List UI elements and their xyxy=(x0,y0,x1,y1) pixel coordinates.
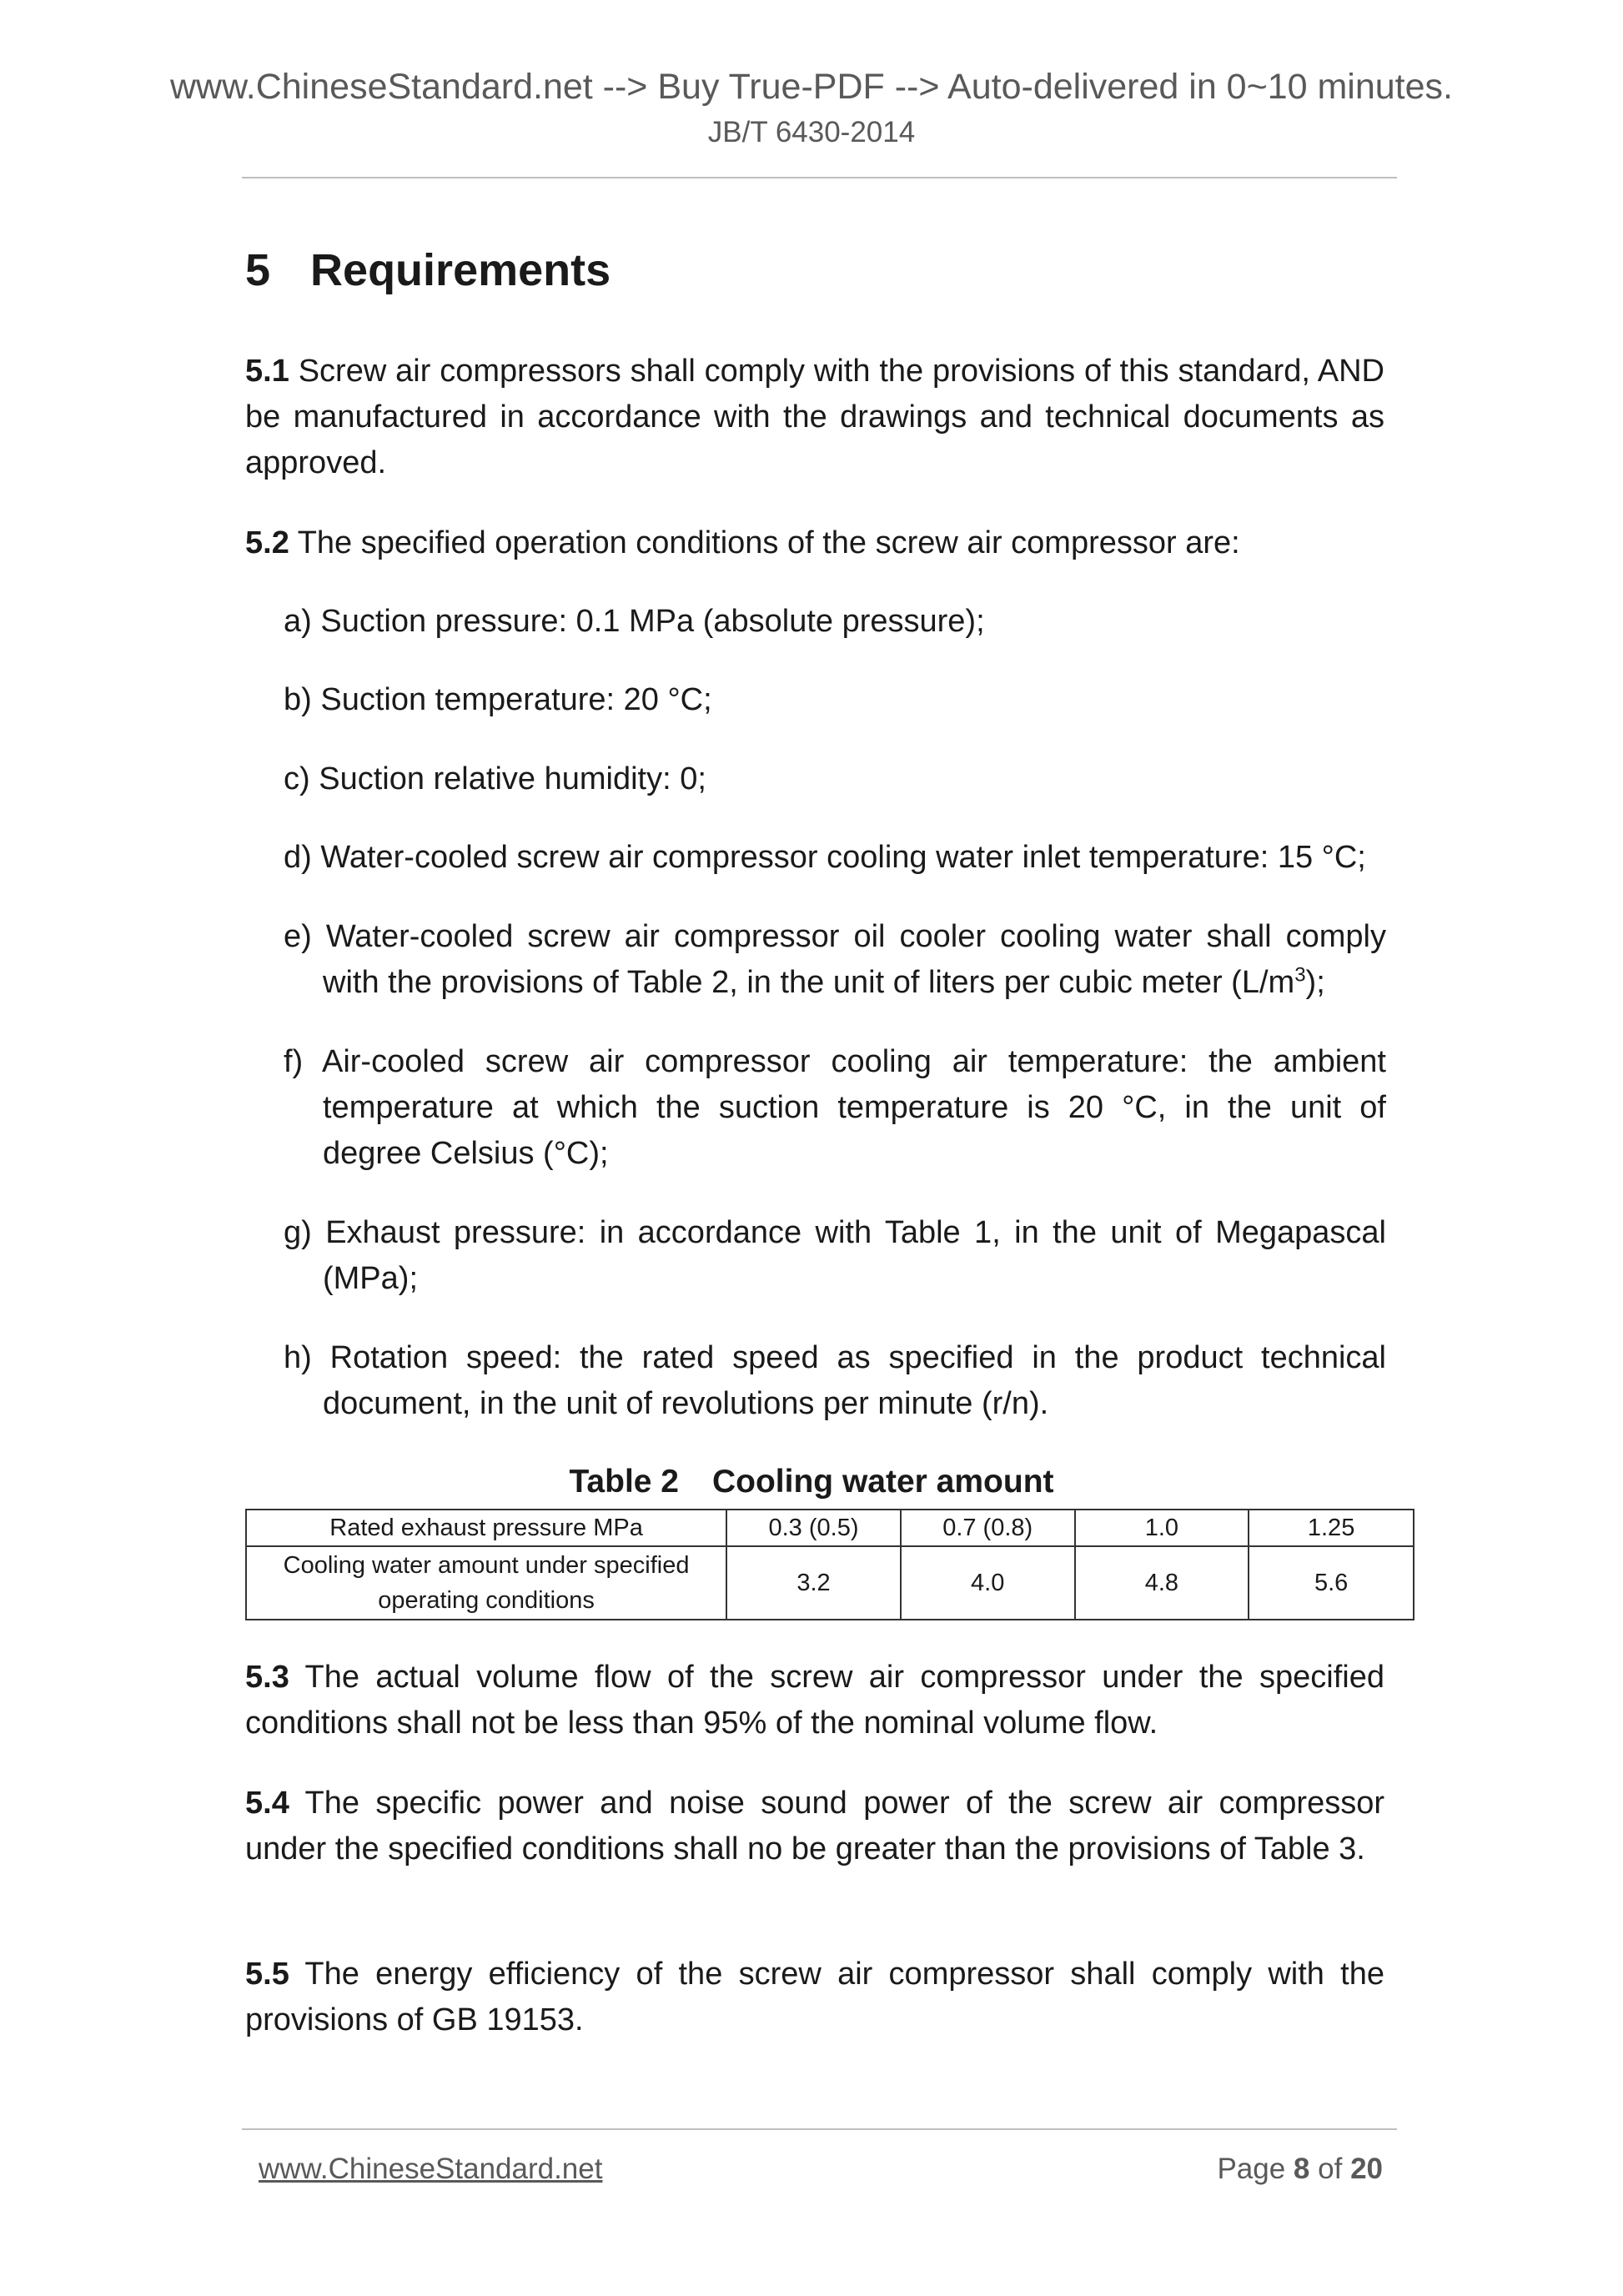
cooling-water-table xyxy=(245,1509,1414,1620)
condition-d xyxy=(284,835,1386,881)
footer-divider xyxy=(242,2128,1397,2130)
row-header-line: Cooling water amount under specified xyxy=(283,1552,690,1579)
list-text: Water-cooled screw air compressor oil cooler cooling water shall comply xyxy=(325,919,1386,954)
condition-c xyxy=(284,756,1386,802)
list-text: with the provisions of Table 2, in the unit of liters per cubic meter (L/m xyxy=(323,965,1295,1000)
section-title: Requirements xyxy=(310,245,611,295)
clause-number: 5.4 xyxy=(245,1786,289,1821)
table-label: Table 2 xyxy=(569,1464,679,1500)
list-marker: e) xyxy=(284,919,312,954)
list-text: Exhaust pressure: in accordance with Table 1, in the unit of Megapascal xyxy=(325,1215,1386,1250)
clause-5-1 xyxy=(245,349,1384,486)
table-cell: 4.8 xyxy=(1075,1546,1249,1620)
list-marker: b) xyxy=(284,682,312,717)
list-text: (MPa); xyxy=(323,1261,418,1296)
clause-5-4 xyxy=(245,1781,1384,1872)
condition-h xyxy=(284,1335,1386,1427)
clause-number: 5.3 xyxy=(245,1660,289,1695)
clause-5-2 xyxy=(245,520,1384,566)
page-of: of xyxy=(1318,2153,1343,2185)
footer-website-link[interactable]: www.ChineseStandard.net xyxy=(259,2153,603,2185)
list-text: degree Celsius (°C); xyxy=(323,1136,609,1171)
list-text: Suction temperature: 20 °C; xyxy=(320,682,712,717)
condition-a xyxy=(284,599,1386,645)
clause-text: The actual volume flow of the screw air compressor under the specified conditions shall not be less than 95% of the nominal volume flow. xyxy=(245,1660,1384,1741)
table-cell: 1.25 xyxy=(1249,1510,1414,1546)
condition-f xyxy=(284,1039,1386,1177)
list-text: Rotation speed: the rated speed as specified in the product technical xyxy=(329,1340,1386,1375)
clause-5-3 xyxy=(245,1655,1384,1746)
row-header xyxy=(246,1546,726,1620)
table-cell: 3.2 xyxy=(726,1546,901,1620)
list-text: ); xyxy=(1305,965,1325,1000)
clause-text: The specific power and noise sound power of the screw air compressor under the specified conditions shall no be greater than the provisions of Table 3. xyxy=(245,1786,1384,1866)
table-cell: 5.6 xyxy=(1249,1546,1414,1620)
table-cell: 0.7 (0.8) xyxy=(901,1510,1075,1546)
clause-number: 5.2 xyxy=(245,525,289,560)
condition-g xyxy=(284,1210,1386,1302)
table-caption xyxy=(0,1461,1623,1503)
clause-number: 5.1 xyxy=(245,354,289,389)
list-marker: h) xyxy=(284,1340,312,1375)
list-marker: g) xyxy=(284,1215,312,1250)
list-marker: c) xyxy=(284,761,310,796)
list-text: Suction pressure: 0.1 MPa (absolute pressure); xyxy=(320,604,985,639)
list-marker: a) xyxy=(284,604,312,639)
table-row xyxy=(246,1510,1414,1546)
section-number: 5 xyxy=(245,245,271,295)
header-divider xyxy=(242,177,1397,178)
clause-text: Screw air compressors shall comply with the provisions of this standard, AND be manufactured in accordance with the drawings and technical documents as approved. xyxy=(245,354,1384,480)
section-heading xyxy=(245,244,611,297)
list-text: Water-cooled screw air compressor cooling water inlet temperature: 15 °C; xyxy=(320,840,1366,875)
page-word: Page xyxy=(1217,2153,1286,2185)
header-banner: www.ChineseStandard.net --> Buy True-PDF --> Auto-delivered in 0~10 minutes. xyxy=(169,67,1453,107)
table-cell: 1.0 xyxy=(1075,1510,1249,1546)
list-text: Suction relative humidity: 0; xyxy=(319,761,706,796)
list-text: temperature at which the suction temperature is 20 °C, in the unit of xyxy=(323,1090,1386,1125)
clause-5-5 xyxy=(245,1952,1384,2043)
document-number: JB/T 6430-2014 xyxy=(707,116,916,148)
list-marker: d) xyxy=(284,840,312,875)
list-text: document, in the unit of revolutions per minute (r/n). xyxy=(323,1386,1049,1421)
list-text: Air-cooled screw air compressor cooling air temperature: the ambient xyxy=(321,1044,1386,1079)
row-header-line: operating conditions xyxy=(378,1587,595,1614)
clause-number: 5.5 xyxy=(245,1957,289,1992)
table-cell: 4.0 xyxy=(901,1546,1075,1620)
list-marker: f) xyxy=(284,1044,304,1079)
condition-e xyxy=(284,914,1386,1006)
page-current: 8 xyxy=(1293,2153,1310,2185)
table-cell: 0.3 (0.5) xyxy=(726,1510,901,1546)
table-row xyxy=(246,1546,1414,1620)
superscript: 3 xyxy=(1294,963,1306,987)
clause-text: The energy efficiency of the screw air compressor shall comply with the provisions of GB 19153. xyxy=(245,1957,1384,2037)
row-header: Rated exhaust pressure MPa xyxy=(246,1510,726,1546)
page-total: 20 xyxy=(1350,2153,1383,2185)
condition-b xyxy=(284,677,1386,723)
page-indicator xyxy=(1217,2152,1383,2187)
table-title: Cooling water amount xyxy=(712,1464,1054,1500)
clause-text: The specified operation conditions of the screw air compressor are: xyxy=(297,525,1240,560)
